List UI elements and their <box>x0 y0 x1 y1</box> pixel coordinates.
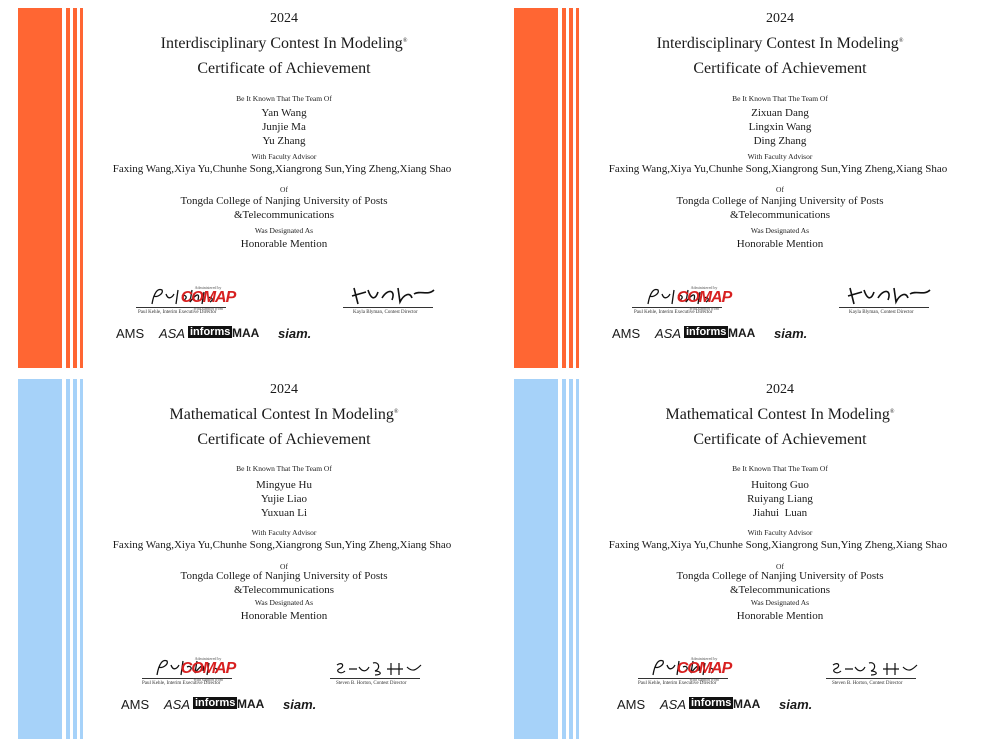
comap-block <box>178 656 238 682</box>
award-level: Honorable Mention <box>736 610 824 622</box>
certificate-year: 2024 <box>766 382 794 397</box>
faculty-advisors: Faxing Wang,Xiya Yu,Chunhe Song,Xiangrong Sun,Ying Zheng,Xiang Shao <box>608 163 948 175</box>
sponsor-logos <box>617 695 837 715</box>
intro-text: Be It Known That The Team Of <box>732 94 828 103</box>
comap-block <box>178 285 238 311</box>
faculty-advisors: Faxing Wang,Xiya Yu,Chunhe Song,Xiangrong Sun,Ying Zheng,Xiang Shao <box>608 539 948 551</box>
school-name-cont: &Telecommunications <box>729 584 831 596</box>
blue-stripe-border <box>514 379 580 739</box>
certificate-mcm-1 <box>18 379 488 739</box>
certificate-mcm-2 <box>514 379 984 739</box>
sponsor-logos <box>116 324 336 344</box>
siam-logo: siam. <box>278 326 312 341</box>
right-signature-image <box>333 659 423 679</box>
designated-label: Was Designated As <box>750 598 810 607</box>
orange-stripe-border <box>514 8 580 368</box>
certificate-year: 2024 <box>270 382 298 397</box>
certificate-title: Certificate of Achievement <box>197 60 371 77</box>
team-member: Junjie Ma <box>262 121 306 133</box>
contest-name: Mathematical Contest In Modeling® <box>169 406 399 423</box>
school-name: Tongda College of Nanjing University of Posts <box>180 195 388 207</box>
comap-logo: COMAP <box>676 660 732 677</box>
school-name-cont: &Telecommunications <box>233 209 335 221</box>
designated-label: Was Designated As <box>254 598 314 607</box>
support-label: With support from <box>193 677 223 682</box>
support-label: With support from <box>689 306 719 311</box>
designated-label: Was Designated As <box>254 226 314 235</box>
asa-logo: ASA <box>164 697 191 712</box>
right-signature-image <box>829 659 919 679</box>
informs-logo: informs <box>190 326 231 338</box>
maa-logo: MAA <box>232 326 260 340</box>
school-name: Tongda College of Nanjing University of Posts <box>676 195 884 207</box>
certificate-title: Certificate of Achievement <box>197 431 371 448</box>
advisor-label: With Faculty Advisor <box>251 528 317 537</box>
certificate-year: 2024 <box>270 11 298 26</box>
ams-logo: AMS <box>121 697 150 712</box>
team-member: Yujie Liao <box>260 493 308 505</box>
advisor-label: With Faculty Advisor <box>747 152 813 161</box>
sponsor-logos <box>121 695 341 715</box>
maa-logo: MAA <box>728 326 756 340</box>
award-level: Honorable Mention <box>240 238 328 250</box>
school-name-cont: &Telecommunications <box>729 209 831 221</box>
ams-logo: AMS <box>116 326 145 341</box>
comap-block <box>674 285 734 311</box>
ams-logo: AMS <box>617 697 646 712</box>
faculty-advisors: Faxing Wang,Xiya Yu,Chunhe Song,Xiangrong Sun,Ying Zheng,Xiang Shao <box>112 539 452 551</box>
of-label: Of <box>280 185 288 194</box>
siam-logo: siam. <box>283 697 317 712</box>
advisor-label: With Faculty Advisor <box>747 528 813 537</box>
team-member: Yan Wang <box>261 107 307 119</box>
school-name-cont: &Telecommunications <box>233 584 335 596</box>
certificate-title: Certificate of Achievement <box>693 60 867 77</box>
left-signer: Paul Kehle, Interim Executive Director <box>634 310 713 315</box>
team-member: Zixuan Dang <box>751 107 809 119</box>
of-label: Of <box>280 562 288 571</box>
administered-label: Administered by <box>194 285 222 290</box>
signature-line <box>839 307 929 308</box>
right-signer: Kayla Blyman, Contest Director <box>849 310 914 315</box>
sponsor-logos <box>612 324 832 344</box>
contest-name: Mathematical Contest In Modeling® <box>665 406 895 423</box>
certificate-icm-1 <box>18 8 488 368</box>
certificate-icm-2 <box>514 8 984 368</box>
team-member: Jiahui Luan <box>752 507 808 519</box>
orange-stripe-border <box>18 8 84 368</box>
signature-line <box>343 307 433 308</box>
left-signer: Paul Kehle, Interim Executive Director <box>142 681 221 686</box>
comap-logo: COMAP <box>180 660 236 677</box>
siam-logo: siam. <box>774 326 808 341</box>
intro-text: Be It Known That The Team Of <box>732 464 828 473</box>
right-signature-image <box>348 284 438 308</box>
team-member: Yuxuan Li <box>260 507 308 519</box>
signature-line <box>826 678 916 679</box>
team-member: Mingyue Hu <box>256 479 312 491</box>
right-signer: Kayla Blyman, Contest Director <box>353 310 418 315</box>
comap-logo: COMAP <box>180 289 236 306</box>
asa-logo: ASA <box>660 697 687 712</box>
administered-label: Administered by <box>690 285 718 290</box>
team-member: Ding Zhang <box>753 135 807 147</box>
siam-logo: siam. <box>779 697 813 712</box>
comap-block <box>674 656 734 682</box>
award-level: Honorable Mention <box>240 610 328 622</box>
contest-name: Interdisciplinary Contest In Modeling® <box>160 35 408 52</box>
advisor-label: With Faculty Advisor <box>251 152 317 161</box>
right-signature-image <box>844 284 934 308</box>
maa-logo: MAA <box>237 697 265 711</box>
school-name: Tongda College of Nanjing University of Posts <box>180 570 388 582</box>
right-signer: Steven B. Horton, Contest Director <box>336 681 407 686</box>
signature-line <box>330 678 420 679</box>
blue-stripe-border <box>18 379 84 739</box>
contest-name: Interdisciplinary Contest In Modeling® <box>656 35 904 52</box>
certificate-title: Certificate of Achievement <box>693 431 867 448</box>
maa-logo: MAA <box>733 697 761 711</box>
designated-label: Was Designated As <box>750 226 810 235</box>
award-level: Honorable Mention <box>736 238 824 250</box>
informs-logo: informs <box>686 326 727 338</box>
intro-text: Be It Known That The Team Of <box>236 464 332 473</box>
asa-logo: ASA <box>655 326 682 341</box>
support-label: With support from <box>689 677 719 682</box>
certificate-year: 2024 <box>766 11 794 26</box>
of-label: Of <box>776 562 784 571</box>
comap-logo: COMAP <box>676 289 732 306</box>
support-label: With support from <box>193 306 223 311</box>
left-signer: Paul Kehle, Interim Executive Director <box>138 310 217 315</box>
left-signer: Paul Kehle, Interim Executive Director <box>638 681 717 686</box>
administered-label: Administered by <box>194 656 222 661</box>
right-signer: Steven B. Horton, Contest Director <box>832 681 903 686</box>
asa-logo: ASA <box>159 326 186 341</box>
intro-text: Be It Known That The Team Of <box>236 94 332 103</box>
team-member: Huitong Guo <box>751 479 809 491</box>
faculty-advisors: Faxing Wang,Xiya Yu,Chunhe Song,Xiangrong Sun,Ying Zheng,Xiang Shao <box>112 163 452 175</box>
ams-logo: AMS <box>612 326 641 341</box>
team-member: Ruiyang Liang <box>747 493 813 505</box>
team-member: Lingxin Wang <box>748 121 812 133</box>
school-name: Tongda College of Nanjing University of Posts <box>676 570 884 582</box>
of-label: Of <box>776 185 784 194</box>
team-member: Yu Zhang <box>262 135 306 147</box>
informs-logo: informs <box>195 697 236 709</box>
informs-logo: informs <box>691 697 732 709</box>
administered-label: Administered by <box>690 656 718 661</box>
